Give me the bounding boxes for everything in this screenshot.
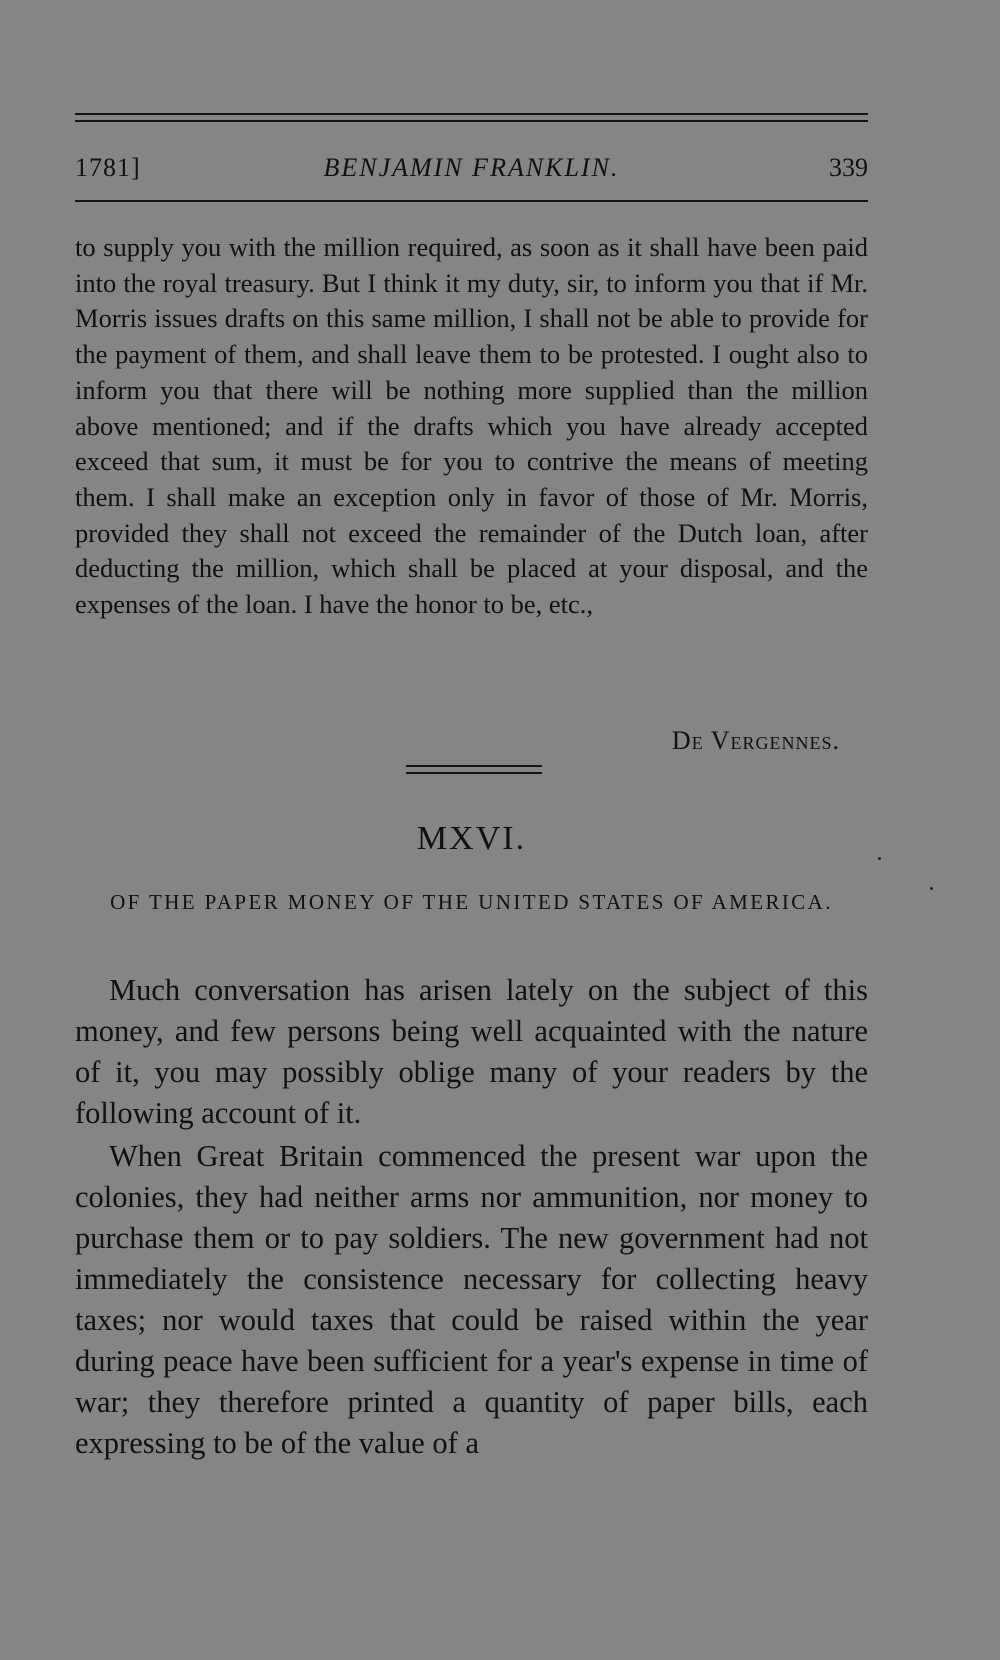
section-divider-rule [406,765,542,774]
print-speck [930,887,933,890]
essay-paragraph-2: When Great Britain commenced the present war upon the colonies, they had neither arms nor ammunition, nor money to purchase them or to pay soldiers. The new government had not immediately the consistence necessary for collecting heavy taxes; nor would taxes that could be raised within the year during peace have been sufficient for a year's expense in time of war; they therefore printed a quantity of paper bills, each expressing to be of the value of a [75,1139,868,1460]
header-rule [75,200,868,202]
print-speck [878,857,881,860]
header-year: 1781] [75,153,141,182]
section-title: OF THE PAPER MONEY OF THE UNITED STATES OF AMERICA. [110,890,833,914]
essay-body [75,970,868,1464]
letter-text: to supply you with the million required, as soon as it shall have been paid into the royal treasury. But I think it my duty, sir, to inform you that if Mr. Morris issues drafts on this same million, I shall not be able to provide for the payment of them, and shall leave them to be protested. I ought also to inform you that there will be nothing more supplied than the million above mentioned; and if the drafts which you have already accepted exceed that sum, it must be for you to contrive the means of meeting them. I shall make an exception only in favor of those of Mr. Morris, provided they shall not exceed the remainder of the Dutch loan, after deducting the million, which shall be placed at your disposal, and the expenses of the loan. I have the honor to be, etc., [75,232,868,620]
top-double-rule [75,113,868,122]
page-number: 339 [829,153,868,182]
header-title: BENJAMIN FRANKLIN. [323,153,620,182]
essay-paragraph-1: Much conversation has arisen lately on the subject of this money, and few persons being well acquainted with the nature of it, you may possibly oblige many of your readers by the following account of it. [75,973,868,1130]
letter-signature: De Vergennes. [671,726,840,755]
book-page [75,0,868,1660]
section-number: MXVI. [416,820,527,857]
running-head [75,150,868,186]
